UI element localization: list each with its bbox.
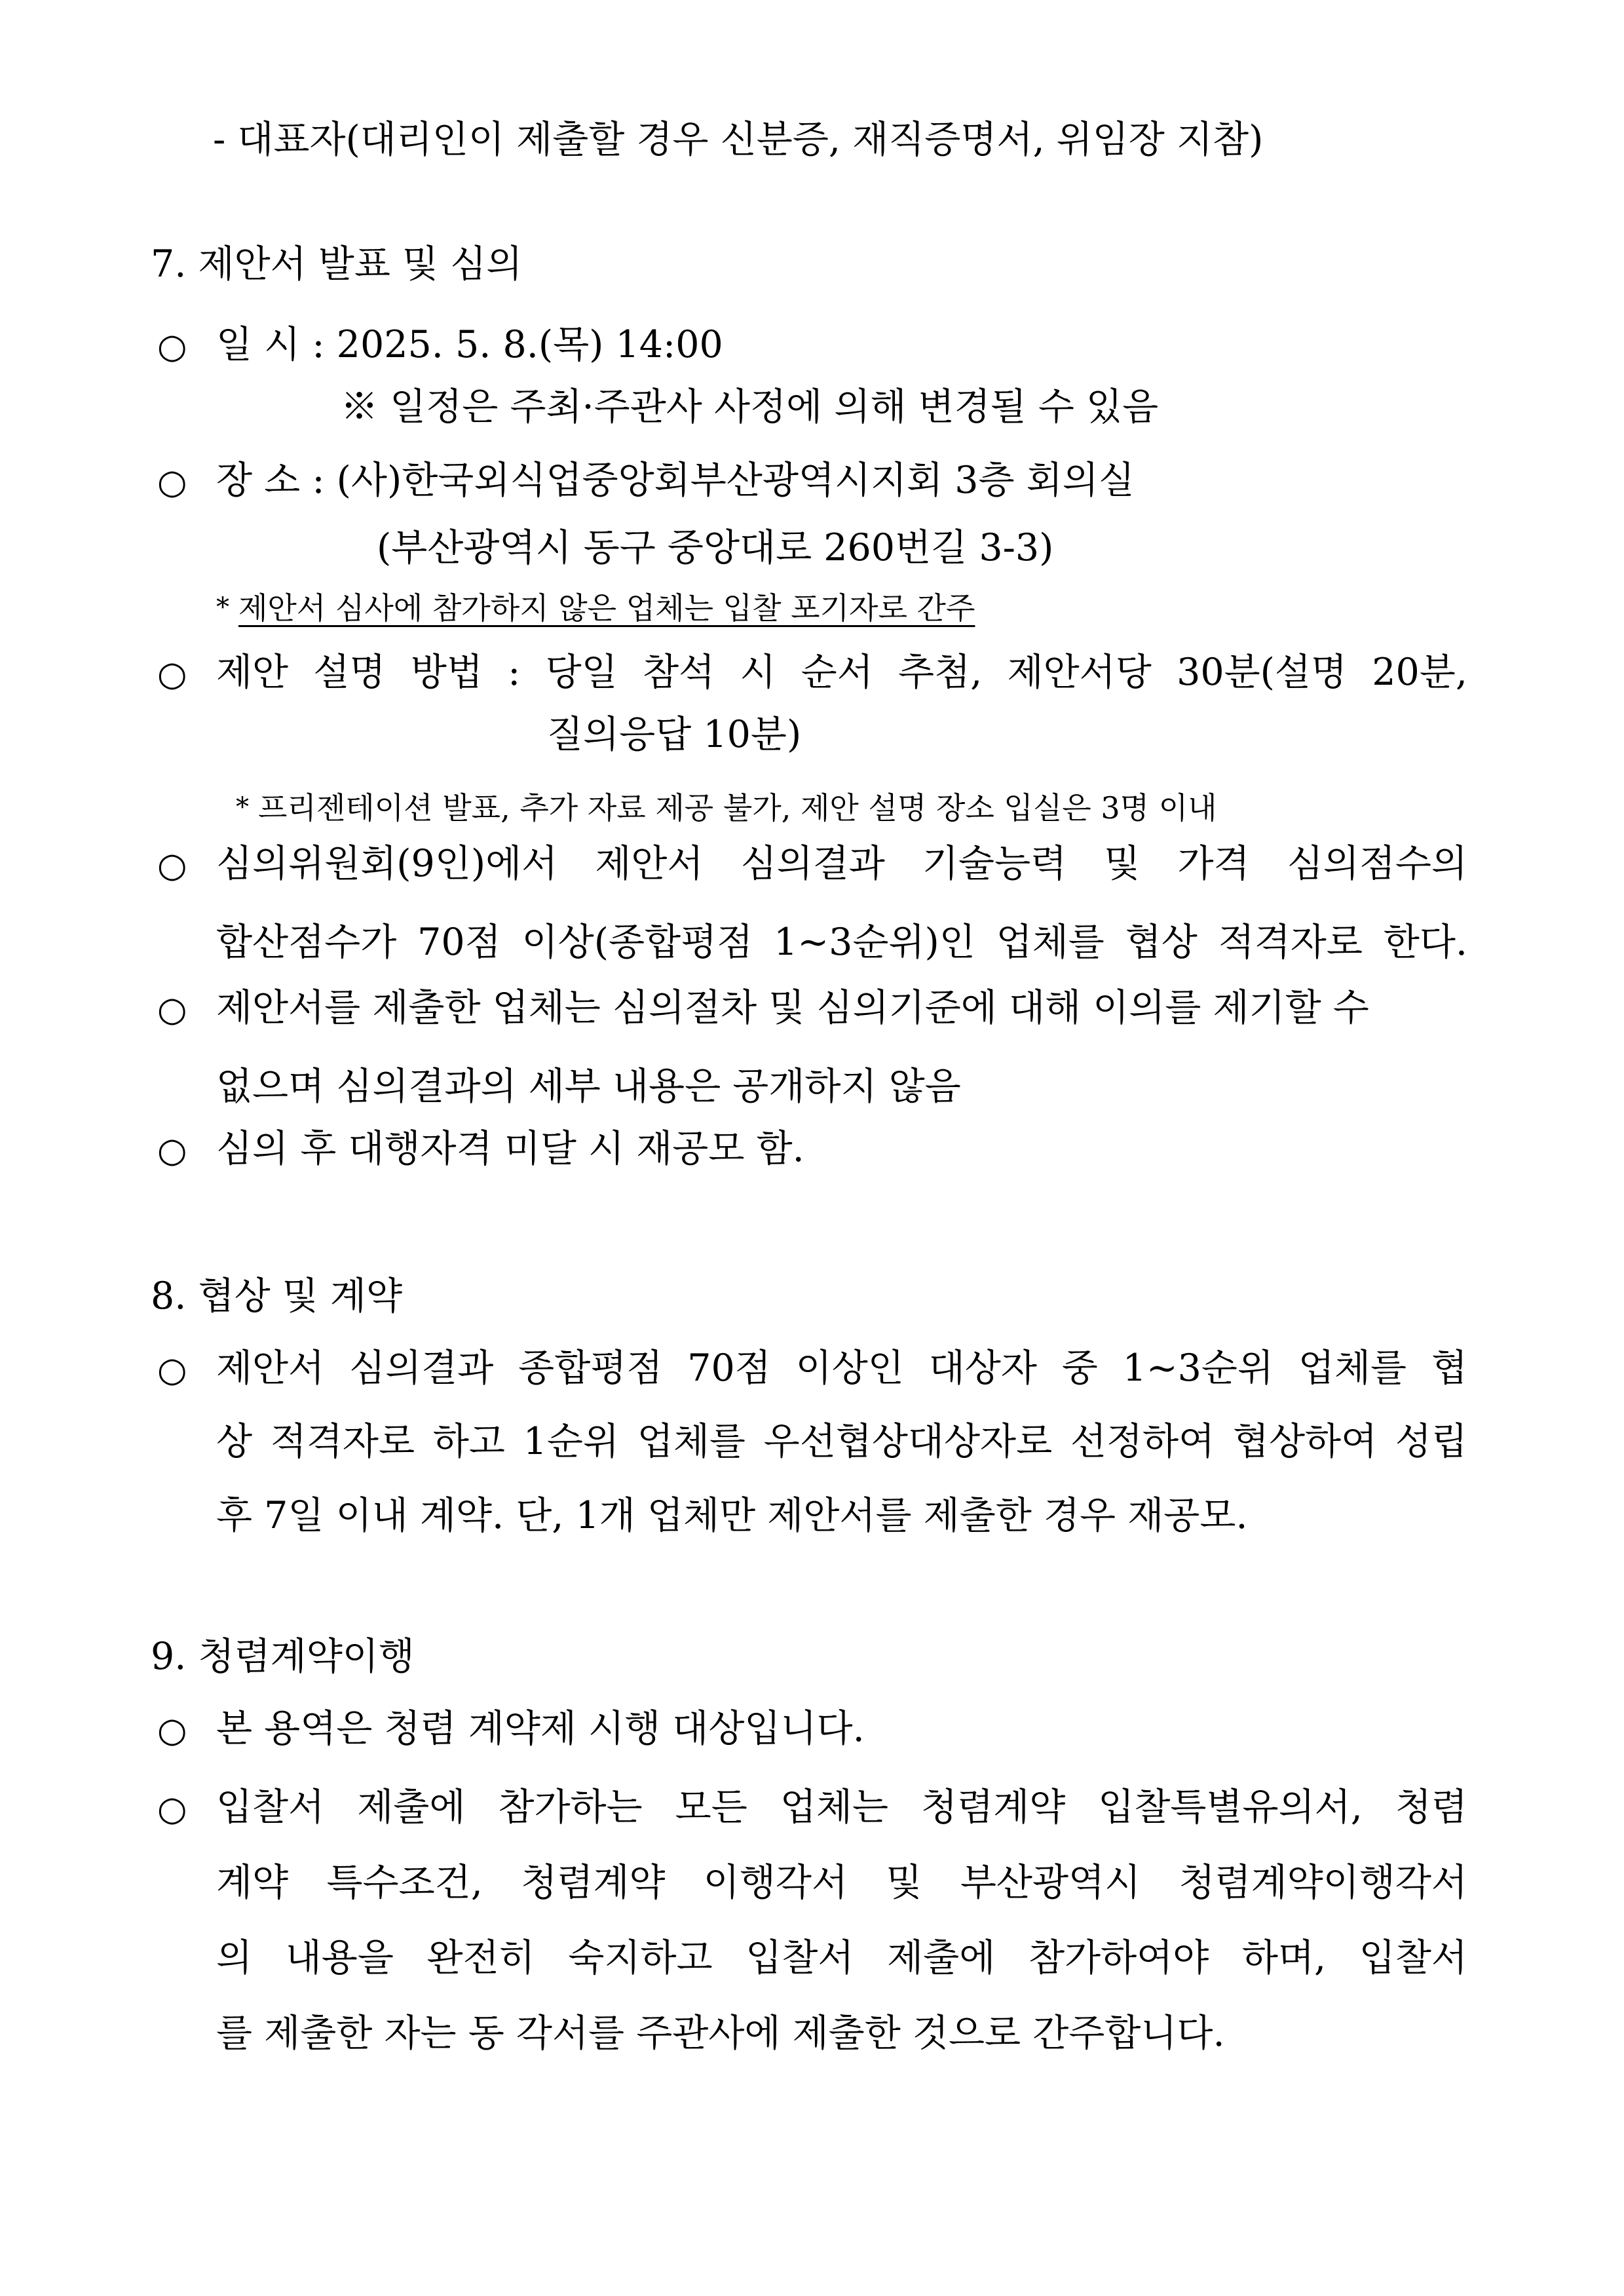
section-8-heading: 8. 협상 및 계약: [151, 1274, 403, 1318]
integrity-target-line: 본 용역은 청렴 계약제 시행 대상입니다.: [216, 1707, 865, 1750]
presentation-note-text: 프리젠테이션 발표, 추가 자료 제공 불가, 제안 설명 장소 입실은 3명 이내: [258, 790, 1217, 826]
committee-line-2: 합산점수가 70점 이상(종합평점 1~3순위)인 업체를 협상 적격자로 한다.: [216, 921, 1467, 964]
bullet-circle: ○: [157, 1350, 187, 1390]
section-9-heading: 9. 청렴계약이행: [151, 1635, 415, 1678]
negotiation-line-1: 제안서 심의결과 종합평점 70점 이상인 대상자 중 1~3순위 업체를 협: [216, 1347, 1467, 1390]
negotiation-line-2: 상 적격자로 하고 1순위 업체를 우선협상대상자로 선정하여 협상하여 성립: [216, 1420, 1467, 1463]
bullet-circle: ○: [157, 655, 187, 694]
integrity-line-2: 계약 특수조건, 청렴계약 이행각서 및 부산광역시 청렴계약이행각서: [216, 1861, 1467, 1904]
presentation-method-line-2: 질의응답 10분): [547, 713, 802, 756]
presentation-note: [236, 790, 1217, 826]
asterisk-mark: *: [216, 592, 229, 622]
asterisk-mark: *: [236, 792, 249, 822]
bullet-circle: ○: [157, 1789, 187, 1829]
schedule-line: 일 시 : 2025. 5. 8.(목) 14:00: [216, 323, 723, 366]
retender-line: 심의 후 대행자격 미달 시 재공모 함.: [216, 1127, 804, 1170]
committee-line-1: 심의위원회(9인)에서 제안서 심의결과 기술능력 및 가격 심의점수의: [216, 842, 1467, 885]
objection-line-1: 제안서를 제출한 업체는 심의절차 및 심의기준에 대해 이의를 제기할 수: [216, 986, 1369, 1029]
objection-line-2: 없으며 심의결과의 세부 내용은 공개하지 않음: [216, 1065, 961, 1108]
venue-address: (부산광역시 동구 중앙대로 260번길 3-3): [377, 526, 1054, 569]
presentation-method-line-1: 제안 설명 방법 : 당일 참석 시 순서 추첨, 제안서당 30분(설명 20분,: [216, 651, 1467, 694]
bullet-circle: ○: [157, 1711, 187, 1750]
section-7-heading: 7. 제안서 발표 및 심의: [151, 242, 523, 286]
integrity-line-3: 의 내용을 완전히 숙지하고 입찰서 제출에 참가하여야 하며, 입찰서: [216, 1936, 1467, 1980]
absence-note: [216, 590, 975, 626]
representative-note: - 대표자(대리인이 제출할 경우 신분증, 재직증명서, 위임장 지참): [213, 118, 1264, 161]
integrity-line-1: 입찰서 제출에 참가하는 모든 업체는 청렴계약 입찰특별유의서, 청렴: [216, 1786, 1467, 1829]
bullet-circle: ○: [157, 327, 187, 366]
bullet-circle: ○: [157, 463, 187, 502]
integrity-line-4: 를 제출한 자는 동 각서를 주관사에 제출한 것으로 간주합니다.: [216, 2012, 1225, 2055]
venue-line: 장 소 : (사)한국외식업중앙회부산광역시지회 3층 회의실: [216, 459, 1135, 502]
bullet-circle: ○: [157, 990, 187, 1029]
bullet-circle: ○: [157, 846, 187, 885]
negotiation-line-3: 후 7일 이내 계약. 단, 1개 업체만 제안서를 제출한 경우 재공모.: [216, 1494, 1248, 1537]
absence-note-text: 제안서 심사에 참가하지 않은 업체는 입찰 포기자로 간주: [238, 590, 975, 626]
bullet-circle: ○: [157, 1131, 187, 1170]
schedule-note: ※ 일정은 주최·주관사 사정에 의해 변경될 수 있음: [341, 385, 1159, 429]
